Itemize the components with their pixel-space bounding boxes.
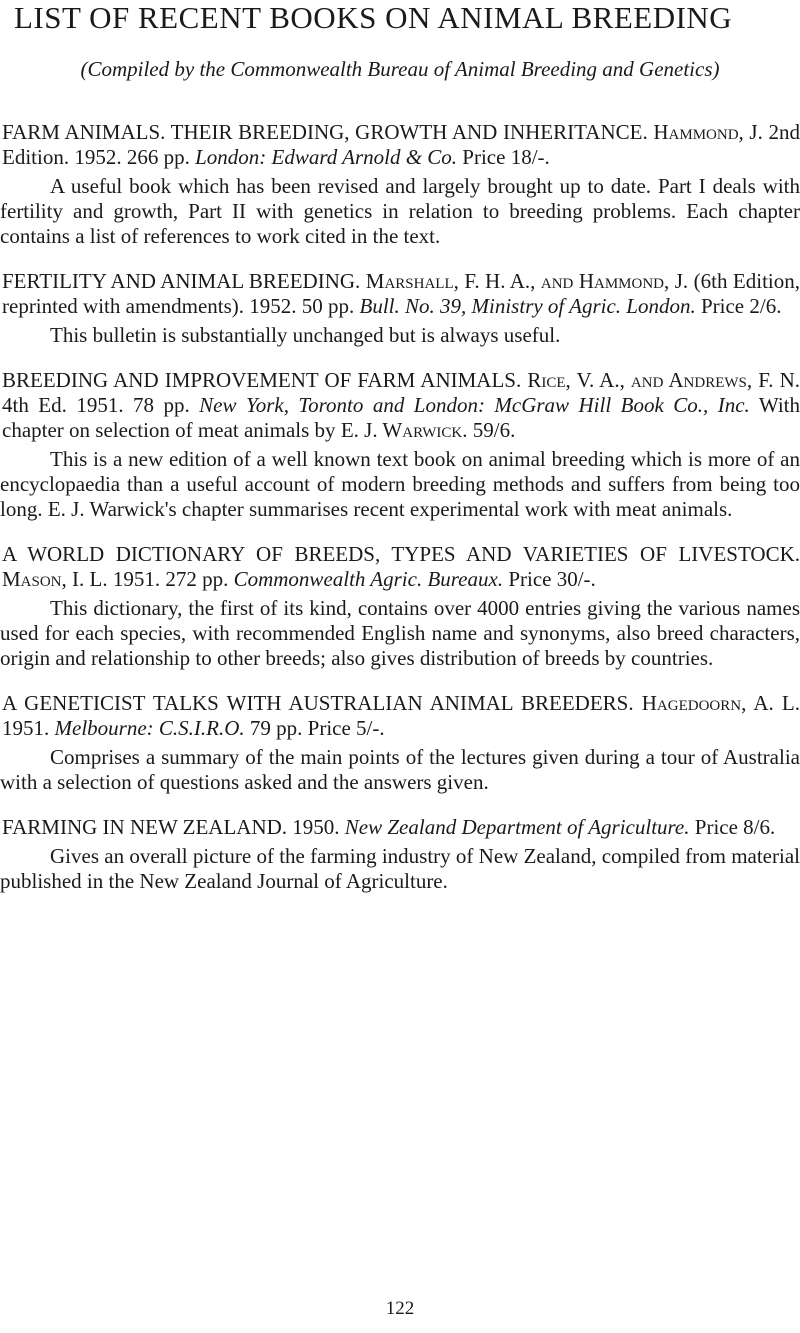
book-publisher: New York, Toronto and London: McGraw Hill Book Co., Inc. xyxy=(199,393,750,417)
book-extra-author: E. J. Warwick. xyxy=(340,418,468,442)
book-entry xyxy=(0,542,800,671)
book-extra: With chapter on selection of meat animals by xyxy=(2,393,800,442)
book-price: 59/6. xyxy=(472,418,516,442)
page-number: 122 xyxy=(385,1298,415,1319)
book-title: FARMING IN NEW ZEALAND. xyxy=(2,815,288,839)
book-title: FERTILITY AND ANIMAL BREEDING. xyxy=(2,269,361,293)
book-description: This bulletin is substantially unchanged but is always useful. xyxy=(50,323,561,347)
book-title: BREEDING AND IMPROVEMENT OF FARM ANIMALS. xyxy=(2,368,522,392)
book-entry xyxy=(0,269,800,348)
book-citation xyxy=(0,120,800,170)
book-price: 79 pp. Price 5/-. xyxy=(249,716,385,740)
book-citation xyxy=(0,542,800,592)
book-author: Marshall, F. H. A., and Hammond, J. xyxy=(365,269,689,293)
book-details: 1951. xyxy=(2,716,50,740)
book-citation xyxy=(0,269,800,319)
book-entry xyxy=(0,120,800,249)
book-entry xyxy=(0,815,800,894)
book-details: 1950. xyxy=(292,815,340,839)
book-details: (6th Edition, reprinted with amendments). 1952. 50 pp. xyxy=(2,269,800,318)
book-price: Price 30/-. xyxy=(508,567,596,591)
book-publisher: Melbourne: C.S.I.R.O. xyxy=(54,716,245,740)
book-title: A WORLD DICTIONARY OF BREEDS, TYPES AND VARIETIES OF LIVESTOCK. xyxy=(2,542,800,566)
book-price: Price 18/-. xyxy=(462,145,550,169)
book-description: Gives an overall picture of the farming industry of New Zealand, compiled from material published in the New Zealand Journal of Agriculture. xyxy=(0,844,800,893)
book-details: 4th Ed. 1951. 78 pp. xyxy=(2,393,190,417)
book-description: This is a new edition of a well known text book on animal breeding which is more of an encyclopaedia than a useful account of modern breeding methods and suffers from being too long. E. J. Warwick's chapter summarises recent experimental work with meat animals. xyxy=(0,447,800,521)
book-description: A useful book which has been revised and largely brought up to date. Part I deals with fertility and growth, Part II with genetics in relation to breeding problems. Each chapter contains a list of references to work cited in the text. xyxy=(0,174,800,248)
book-list xyxy=(0,120,800,914)
page-subtitle: (Compiled by the Commonwealth Bureau of Animal Breeding and Genetics) xyxy=(80,57,720,81)
book-details: 1951. 272 pp. xyxy=(112,567,229,591)
book-publisher: Bull. No. 39, Ministry of Agric. London. xyxy=(359,294,696,318)
book-citation xyxy=(0,691,800,741)
book-price: Price 8/6. xyxy=(694,815,776,839)
book-citation xyxy=(0,368,800,443)
book-publisher: London: Edward Arnold & Co. xyxy=(195,145,458,169)
book-author: Mason, I. L. xyxy=(2,567,108,591)
book-title: A GENETICIST TALKS WITH AUSTRALIAN ANIMAL BREEDERS. xyxy=(2,691,634,715)
book-price: Price 2/6. xyxy=(700,294,782,318)
book-author: Rice, V. A., and Andrews, F. N. xyxy=(527,368,800,392)
book-description: Comprises a summary of the main points of the lectures given during a tour of Australia with a selection of questions asked and the answers given. xyxy=(0,745,800,794)
book-description: This dictionary, the first of its kind, contains over 4000 entries giving the various names used for each species, with recommended English name and synonyms, also breed characters, origin and relationship to other breeds; also gives distribution of breeds by countries. xyxy=(0,596,800,670)
book-author: Hagedoorn, A. L. xyxy=(641,691,800,715)
page-title: LIST OF RECENT BOOKS ON ANIMAL BREEDING xyxy=(14,0,733,35)
book-entry xyxy=(0,368,800,522)
book-title: FARM ANIMALS. THEIR BREEDING, GROWTH AND INHERITANCE. xyxy=(2,120,648,144)
book-entry xyxy=(0,691,800,795)
book-author: Hammond, J. xyxy=(653,120,763,144)
book-citation xyxy=(0,815,800,840)
book-publisher: Commonwealth Agric. Bureaux. xyxy=(233,567,504,591)
book-details: 2nd Edition. 1952. 266 pp. xyxy=(2,120,800,169)
book-publisher: New Zealand Department of Agriculture. xyxy=(344,815,690,839)
